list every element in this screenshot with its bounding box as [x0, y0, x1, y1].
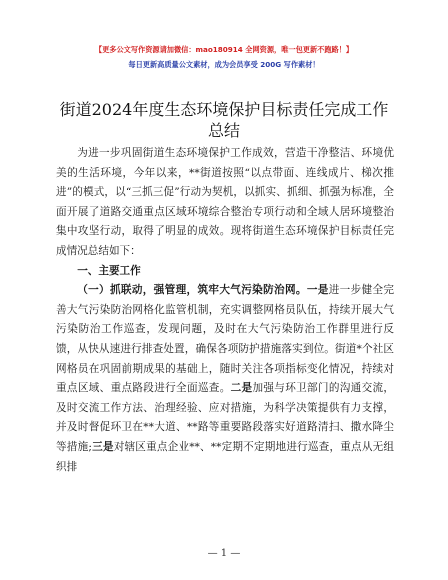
section-heading: 一、主要工作 [77, 264, 141, 277]
point-text: 加强与环卫部门的沟通交流，及时交流工作方法、治理经验、应对措施，为科学决策提供有力支撑，并及时督促环卫在**大道、**路等重要路段落实好道路清扫、撒水降尘等措施; [56, 382, 395, 453]
point-text: 对辖区重点企业**、**定期不定期地进行巡查，重点从无组织排 [56, 440, 395, 473]
subsection-paragraph [56, 281, 394, 477]
document-title-continued: 总结 [207, 121, 240, 140]
document-body [56, 144, 394, 477]
promo-banner-line2: 每日更新高质量公文素材，成为会员享受 200G 写作素材！ [128, 60, 320, 69]
intro-paragraph: 为进一步巩固街道生态环境保护工作成效，营造干净整洁、环境优美的生活环境，今年以来，**街道按照“以点带面、连线成片、梯次推进”的模式，以“三抓三促”行动为契机，以抓实、抓细、抓强为标准，全面开展了道路交通重点区域环境综合整治专项行动和全域人居环境整治集中攻坚行动，取得了明显的成效。现将街道生态环境保护目标责任完成情况总结如下： [56, 147, 394, 257]
subsection-heading: （一）抓联动，强管理，筑牢大气污染防治网。 [77, 284, 307, 297]
point-text: 进一步健全完善大气污染防治网格化监管机制，充实调整网格员队伍，持续开展大气污染防治工作巡查，发现问题，及时在大气污染防治工作群里进行反馈，从快从速进行排查处置，确保各项防护措施落实到位。街道*个社区网格员在巩固前期成果的基础上，随时关注各项指标变化情况，持续对重点区域、重点路段进行全面巡查。 [56, 284, 395, 395]
document-title: 街道2024年度生态环境保护目标责任完成工作 [59, 100, 389, 119]
point-lead: 三是 [91, 440, 114, 453]
page-number: — 1 — [207, 548, 241, 559]
point-lead: 一是 [306, 284, 329, 297]
promo-banner-line1: 【更多公文写作资源请加微信：mao180914 全网资源，唯一包更新不跑路！】 [94, 45, 354, 54]
point-lead: 二是 [230, 382, 253, 395]
